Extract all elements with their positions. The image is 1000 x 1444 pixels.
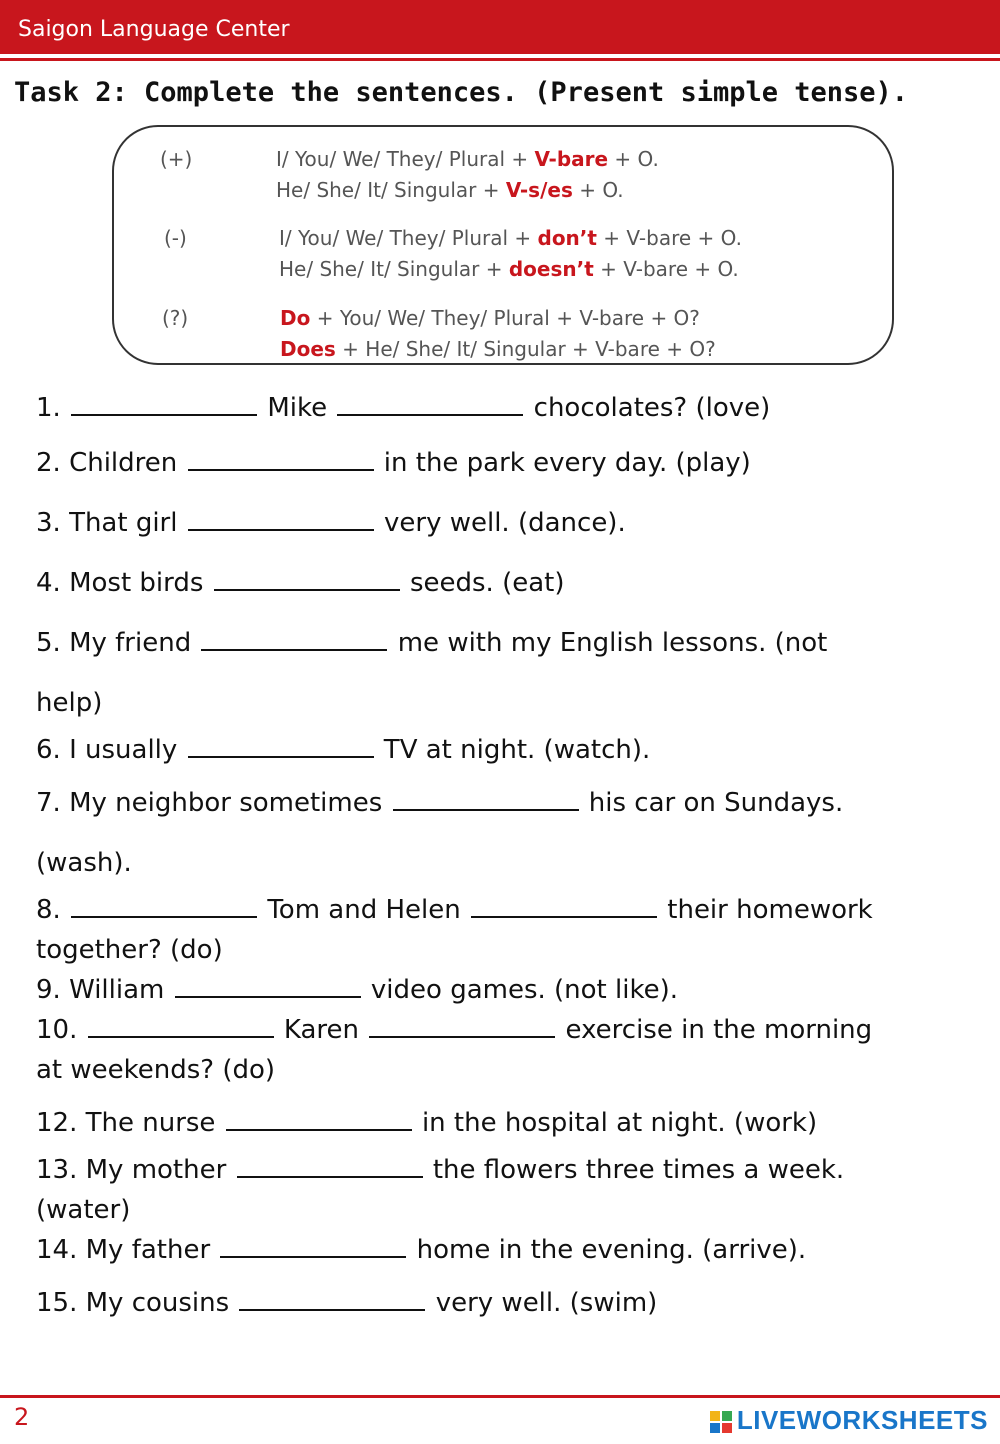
rule-positive-plural: I/ You/ We/ They/ Plural + V-bare + O. bbox=[276, 147, 659, 171]
answer-blank[interactable] bbox=[369, 1014, 555, 1038]
rule-negative-plural: I/ You/ We/ They/ Plural + don’t + V-bare + O. bbox=[279, 226, 742, 250]
answer-blank[interactable] bbox=[71, 894, 257, 918]
brand-label: LIVEWORKSHEETS bbox=[736, 1405, 988, 1435]
rule-negative-singular: He/ She/ It/ Singular + doesn’t + V-bare + O. bbox=[279, 257, 739, 281]
exercise-5-continued: help) bbox=[36, 688, 103, 718]
exercise-10-continued: at weekends? (do) bbox=[36, 1055, 276, 1085]
positive-sign: (+) bbox=[160, 147, 193, 171]
page-number: 2 bbox=[14, 1403, 30, 1431]
exercise-15: 15. My cousins very well. (swim) bbox=[36, 1288, 658, 1318]
answer-blank[interactable] bbox=[201, 627, 387, 651]
exercise-10: 10. Karen exercise in the morning bbox=[36, 1015, 873, 1045]
rule-question-plural: Do + You/ We/ They/ Plural + V-bare + O? bbox=[280, 306, 700, 330]
answer-blank[interactable] bbox=[71, 392, 257, 416]
footer-divider bbox=[0, 1395, 1000, 1398]
rule-positive-singular: He/ She/ It/ Singular + V-s/es + O. bbox=[276, 178, 624, 202]
exercise-12: 12. The nurse in the hospital at night. (work) bbox=[36, 1108, 818, 1138]
header-title: Saigon Language Center bbox=[18, 17, 290, 42]
exercise-8: 8. Tom and Helen their homework bbox=[36, 895, 873, 925]
answer-blank[interactable] bbox=[88, 1014, 274, 1038]
answer-blank[interactable] bbox=[220, 1234, 406, 1258]
exercise-2: 2. Children in the park every day. (play) bbox=[36, 448, 751, 478]
rule-question-singular: Does + He/ She/ It/ Singular + V-bare + O? bbox=[280, 337, 716, 361]
exercise-8-continued: together? (do) bbox=[36, 935, 223, 965]
answer-blank[interactable] bbox=[214, 567, 400, 591]
answer-blank[interactable] bbox=[175, 974, 361, 998]
answer-blank[interactable] bbox=[188, 447, 374, 471]
task-title: Task 2: Complete the sentences. (Present simple tense). bbox=[14, 77, 909, 108]
answer-blank[interactable] bbox=[337, 392, 523, 416]
liveworksheets-logo-icon bbox=[709, 1410, 733, 1434]
header-divider bbox=[0, 58, 1000, 61]
answer-blank[interactable] bbox=[237, 1154, 423, 1178]
exercise-5: 5. My friend me with my English lessons. (not bbox=[36, 628, 828, 658]
exercise-1: 1. Mike chocolates? (love) bbox=[36, 393, 771, 423]
exercise-4: 4. Most birds seeds. (eat) bbox=[36, 568, 565, 598]
exercise-6: 6. I usually TV at night. (watch). bbox=[36, 735, 651, 765]
question-sign: (?) bbox=[162, 306, 189, 330]
answer-blank[interactable] bbox=[393, 787, 579, 811]
exercise-9: 9. William video games. (not like). bbox=[36, 975, 678, 1005]
answer-blank[interactable] bbox=[471, 894, 657, 918]
answer-blank[interactable] bbox=[226, 1107, 412, 1131]
liveworksheets-brand[interactable] bbox=[709, 1405, 988, 1436]
exercise-7: 7. My neighbor sometimes his car on Sundays. bbox=[36, 788, 844, 818]
negative-sign: (-) bbox=[164, 226, 187, 250]
exercise-3: 3. That girl very well. (dance). bbox=[36, 508, 626, 538]
exercise-14: 14. My father home in the evening. (arrive). bbox=[36, 1235, 807, 1265]
exercise-13: 13. My mother the flowers three times a week. bbox=[36, 1155, 845, 1185]
exercise-7-continued: (wash). bbox=[36, 848, 132, 878]
exercise-13-continued: (water) bbox=[36, 1195, 131, 1225]
answer-blank[interactable] bbox=[188, 734, 374, 758]
answer-blank[interactable] bbox=[188, 507, 374, 531]
grammar-rules-box bbox=[112, 125, 894, 365]
answer-blank[interactable] bbox=[239, 1287, 425, 1311]
